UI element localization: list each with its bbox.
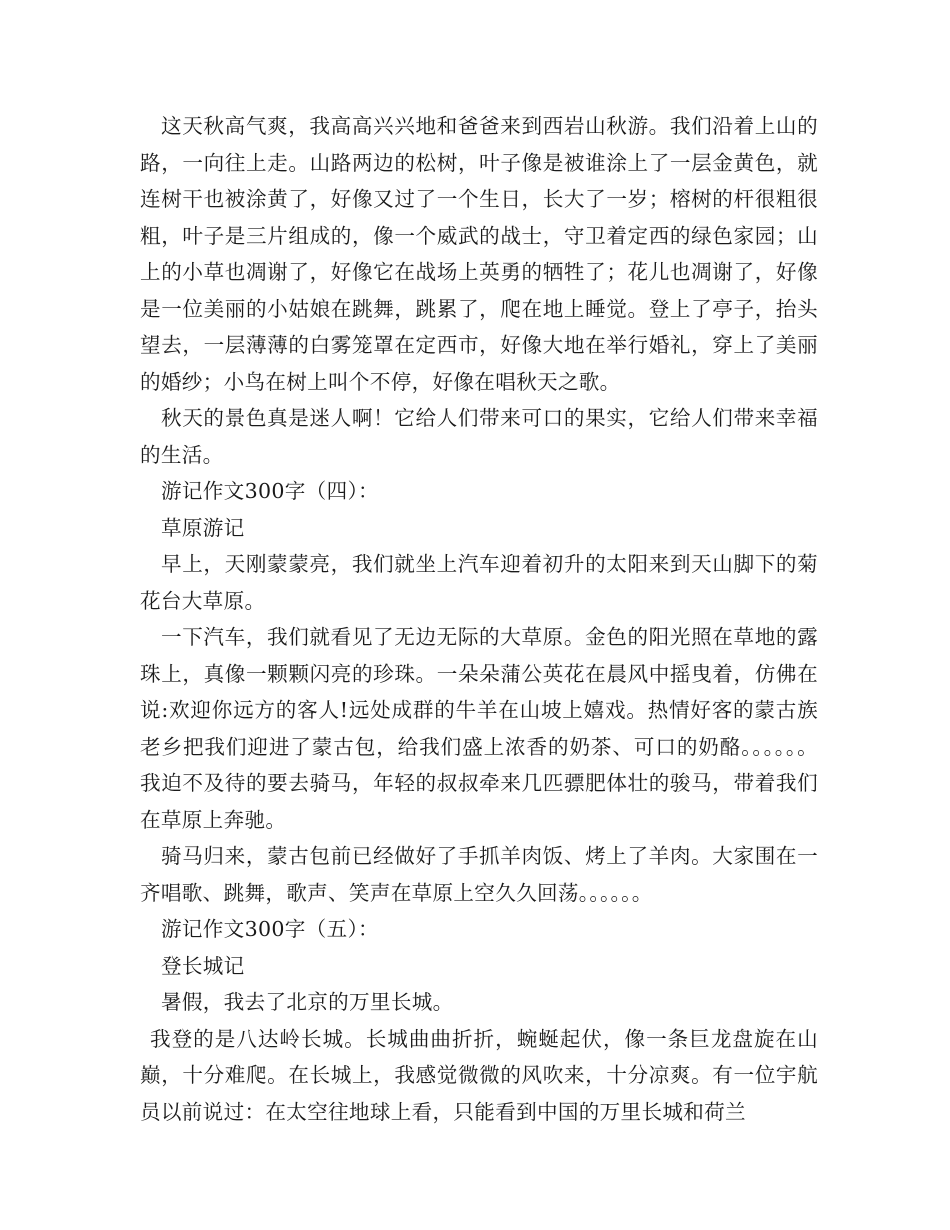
title-grassland-travel: 草原游记 <box>161 515 245 540</box>
title-great-wall: 登长城记 <box>161 953 245 978</box>
paragraph-grassland-scenery: 一下汽车，我们就看见了无边无际的大草原。金色的阳光照在草地的露珠上，真像一颗颗闪亮的珍珠。一朵朵蒲公英花在晨风中摇曳着，仿佛在说:欢迎你远方的客人!远处成群的牛羊在山坡上嬉戏。热情好客的蒙古族老乡把我们迎进了蒙古包，给我们盛上浓香的奶茶、可口的奶酪。。。。。。我迫不及待的要去骑马，年轻的叔叔牵来几匹骠肥体壮的骏马，带着我们在草原上奔驰。 <box>140 625 818 832</box>
heading-essay-four: 游记作文300字（四）： <box>161 479 379 503</box>
heading-essay-five: 游记作文300字（五）： <box>161 917 379 941</box>
paragraph-grassland-return: 骑马归来，蒙古包前已经做好了手抓羊肉饭、烤上了羊肉。大家围在一齐唱歌、跳舞，歌声、笑声在草原上空久久回荡。。。。。。 <box>140 844 818 905</box>
paragraph-grassland-morning: 早上，天刚蒙蒙亮，我们就坐上汽车迎着初升的太阳来到天山脚下的菊花台大草原。 <box>140 552 818 613</box>
paragraph-autumn-trip: 这天秋高气爽，我高高兴兴地和爸爸来到西岩山秋游。我们沿着上山的路，一向往上走。山路两边的松树，叶子像是被谁涂上了一层金黄色，就连树干也被涂黄了，好像又过了一个生日，长大了一岁；榕树的杆很粗很粗，叶子是三片组成的，像一个威武的战士，守卫着定西的绿色家园；山上的小草也凋谢了，好像它在战场上英勇的牺牲了；花儿也凋谢了，好像是一位美丽的小姑娘在跳舞，跳累了，爬在地上睡觉。登上了亭子，抬头望去，一层薄薄的白雾笼罩在定西市，好像大地在举行婚礼，穿上了美丽的婚纱；小鸟在树上叫个不停，好像在唱秋天之歌。 <box>140 114 818 394</box>
document-body <box>140 108 818 1130</box>
paragraph-great-wall-intro: 暑假，我去了北京的万里长城。 <box>161 990 454 1014</box>
paragraph-autumn-conclusion: 秋天的景色真是迷人啊！它给人们带来可口的果实，它给人们带来幸福的生活。 <box>140 406 818 467</box>
paragraph-badaling: 我登的是八达岭长城。长城曲曲折折，蜿蜒起伏，像一条巨龙盘旋在山巅，十分难爬。在长城上，我感觉微微的风吹来，十分凉爽。有一位宇航员以前说过：在太空往地球上看，只能看到中国的万里长城和荷兰 <box>140 1026 818 1124</box>
